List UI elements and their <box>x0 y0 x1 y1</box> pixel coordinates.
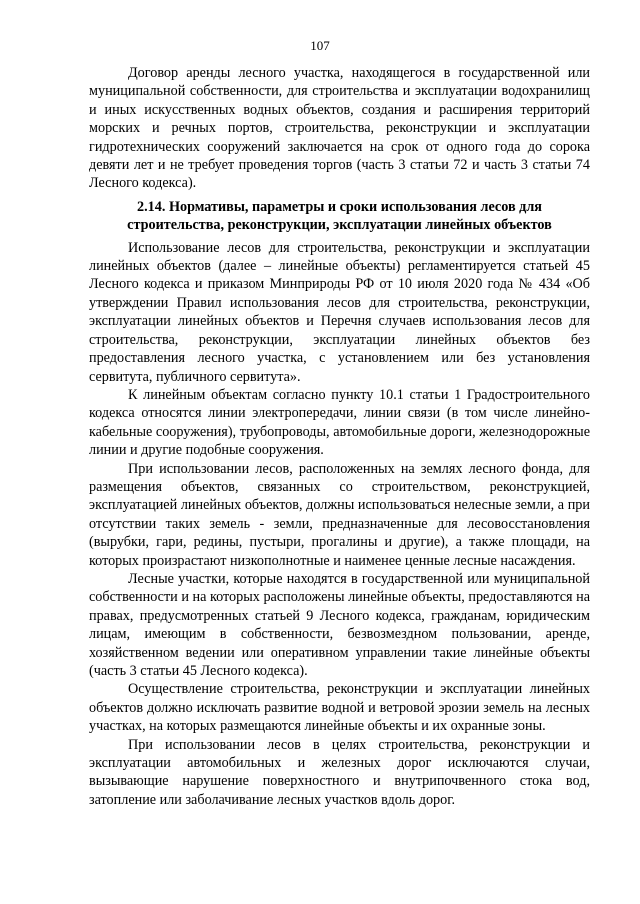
section-heading-line-2: строительства, реконструкции, эксплуатации линейных объектов <box>127 217 552 234</box>
section-heading <box>89 198 590 235</box>
paragraph-plot-rights: Лесные участки, которые находятся в государственной или муниципальной собственности и на которых расположены линейные объекты, предоставляются на правах, предусмотренных статьей 9 Лесного кодекса, гражданам, юридическим лицам, имеющим в собственности, безвозмездном пользовании, аренде, хозяйственном ведении или оперативном управлении такие линейные объекты (часть 3 статьи 45 Лесного кодекса). <box>89 570 590 679</box>
page-body <box>89 64 590 809</box>
paragraph-erosion-prevention: Осуществление строительства, реконструкции и эксплуатации линейных объектов должно исключать развитие водной и ветровой эрозии земель на лесных участках, на которых размещаются линейные объекты и их охранные зоны. <box>89 681 590 735</box>
page-number: 107 <box>310 38 330 53</box>
paragraph-land-use-priority: При использовании лесов, расположенных на землях лесного фонда, для размещения объектов, связанных со строительством, реконструкцией, эксплуатацией линейных объектов, должны использоваться нелесные земли, а при отсутствии таких земель - земли, предназначенные для лесовосстановления (вырубки, гари, редины, пустыри, прогалины и другие), а также площади, на которых произрастают низкополнотные и наименее ценные лесные насаждения. <box>89 460 590 569</box>
paragraph-lease-agreement-term: Договор аренды лесного участка, находящегося в государственной или муниципальной собственности, для строительства и эксплуатации водохранилищ и иных искусственных водных объектов, создания и расширения территорий морских и речных портов, строительства, реконструкции и эксплуатации гидротехнических сооружений заключается на срок от одного года до сорока девяти лет и не требует проведения торгов (часть 3 статьи 72 и часть 3 статьи 74 Лесного кодекса). <box>89 65 590 192</box>
section-heading-line-1: 2.14. Нормативы, параметры и сроки использования лесов для <box>137 198 542 215</box>
paragraph-regulation: Использование лесов для строительства, реконструкции и эксплуатации линейных объектов (далее – линейные объекты) регламентируется статьей 45 Лесного кодекса и приказом Минприроды РФ от 10 июля 2020 года № 434 «Об утверждении Правил использования лесов для строительства, реконструкции, эксплуатации линейных объектов и Перечня случаев использования лесов для строительства, реконструкции, эксплуатации линейных объектов без предоставления лесного участка, с установлением или без установления сервитута, публичного сервитута». <box>89 239 590 385</box>
paragraph-linear-objects-definition: К линейным объектам согласно пункту 10.1 статьи 1 Градостроительного кодекса относятся линии электропередачи, линии связи (в том числе линейно-кабельные сооружения), трубопроводы, автомобильные дороги, железнодорожные линии и другие подобные сооружения. <box>89 386 590 459</box>
paragraph-roads-water-flow: При использовании лесов в целях строительства, реконструкции и эксплуатации автомобильных и железных дорог исключаются случаи, вызывающие нарушение поверхностного и внутрипочвенного стока вод, затопление или заболачивание лесных участков вдоль дорог. <box>89 736 590 808</box>
